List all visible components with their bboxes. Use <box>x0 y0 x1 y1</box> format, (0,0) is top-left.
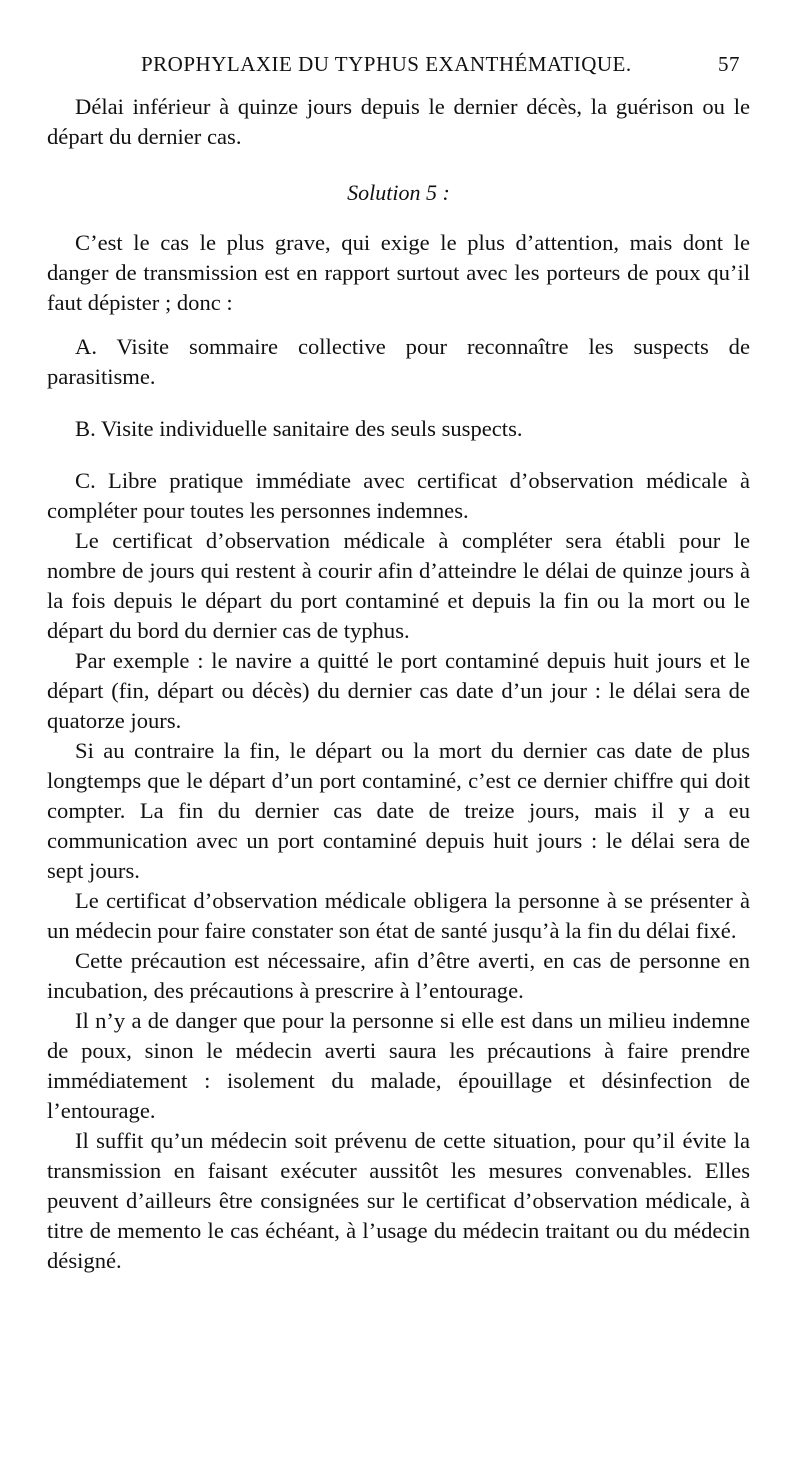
paragraph-contrary: Si au contraire la fin, le départ ou la mort du dernier cas date de plus longtemps que le départ d’un port contaminé, c’est ce dernier chiffre qui doit compter. La fin du dernier cas date de treize jours, mais il y a eu communication avec un port contaminé depuis huit jours : le délai sera de sept jours. <box>47 738 750 883</box>
paragraph-physician: Il suffit qu’un médecin soit prévenu de cette situation, pour qu’il évite la transmission en faisant exécuter aussitôt les mesures convenables. Elles peuvent d’ailleurs être consignées sur le certificat d’observation médicale, à titre de memento le cas échéant, à l’usage du médecin traitant ou du médecin désigné. <box>47 1128 750 1273</box>
paragraph-precaution: Cette précaution est nécessaire, afin d’être averti, en cas de personne en incubation, des précautions à prescrire à l’entourage. <box>47 948 750 1003</box>
solution-heading: Solution 5 : <box>347 180 450 205</box>
intro-paragraph: Délai inférieur à quinze jours depuis le dernier décès, la guérison ou le départ du dernier cas. <box>47 94 750 149</box>
book-page <box>47 52 750 1276</box>
list-item-a: A. Visite sommaire collective pour reconnaître les suspects de parasitisme. <box>47 334 750 389</box>
page-number: 57 <box>718 52 740 76</box>
running-title: PROPHYLAXIE DU TYPHUS EXANTHÉMATIQUE. <box>141 52 632 76</box>
paragraph-obligation: Le certificat d’observation médicale obligera la personne à se présenter à un médecin pour faire constater son état de santé jusqu’à la fin du délai fixé. <box>47 888 750 943</box>
paragraph-certificate: Le certificat d’observation médicale à compléter sera établi pour le nombre de jours qui restent à courir afin d’atteindre le délai de quinze jours à la fois depuis le départ du port contaminé et depuis la fin ou la mort ou le départ du bord du dernier cas de typhus. <box>47 528 750 643</box>
list-item-b: B. Visite individuelle sanitaire des seuls suspects. <box>75 416 523 441</box>
running-head <box>47 52 750 92</box>
list-item-c: C. Libre pratique immédiate avec certificat d’observation médicale à compléter pour toutes les personnes indemnes. <box>47 468 750 523</box>
paragraph-danger: Il n’y a de danger que pour la personne si elle est dans un milieu indemne de poux, sinon le médecin averti saura les précautions à faire prendre immédiatement : isolement du malade, épouillage et désinfection de l’entourage. <box>47 1008 750 1123</box>
paragraph-gravity: C’est le cas le plus grave, qui exige le plus d’attention, mais dont le danger de transmission est en rapport surtout avec les porteurs de poux qu’il faut dépister ; donc : <box>47 230 750 315</box>
paragraph-example: Par exemple : le navire a quitté le port contaminé depuis huit jours et le départ (fin, départ ou décès) du dernier cas date d’un jour : le délai sera de quatorze jours. <box>47 648 750 733</box>
